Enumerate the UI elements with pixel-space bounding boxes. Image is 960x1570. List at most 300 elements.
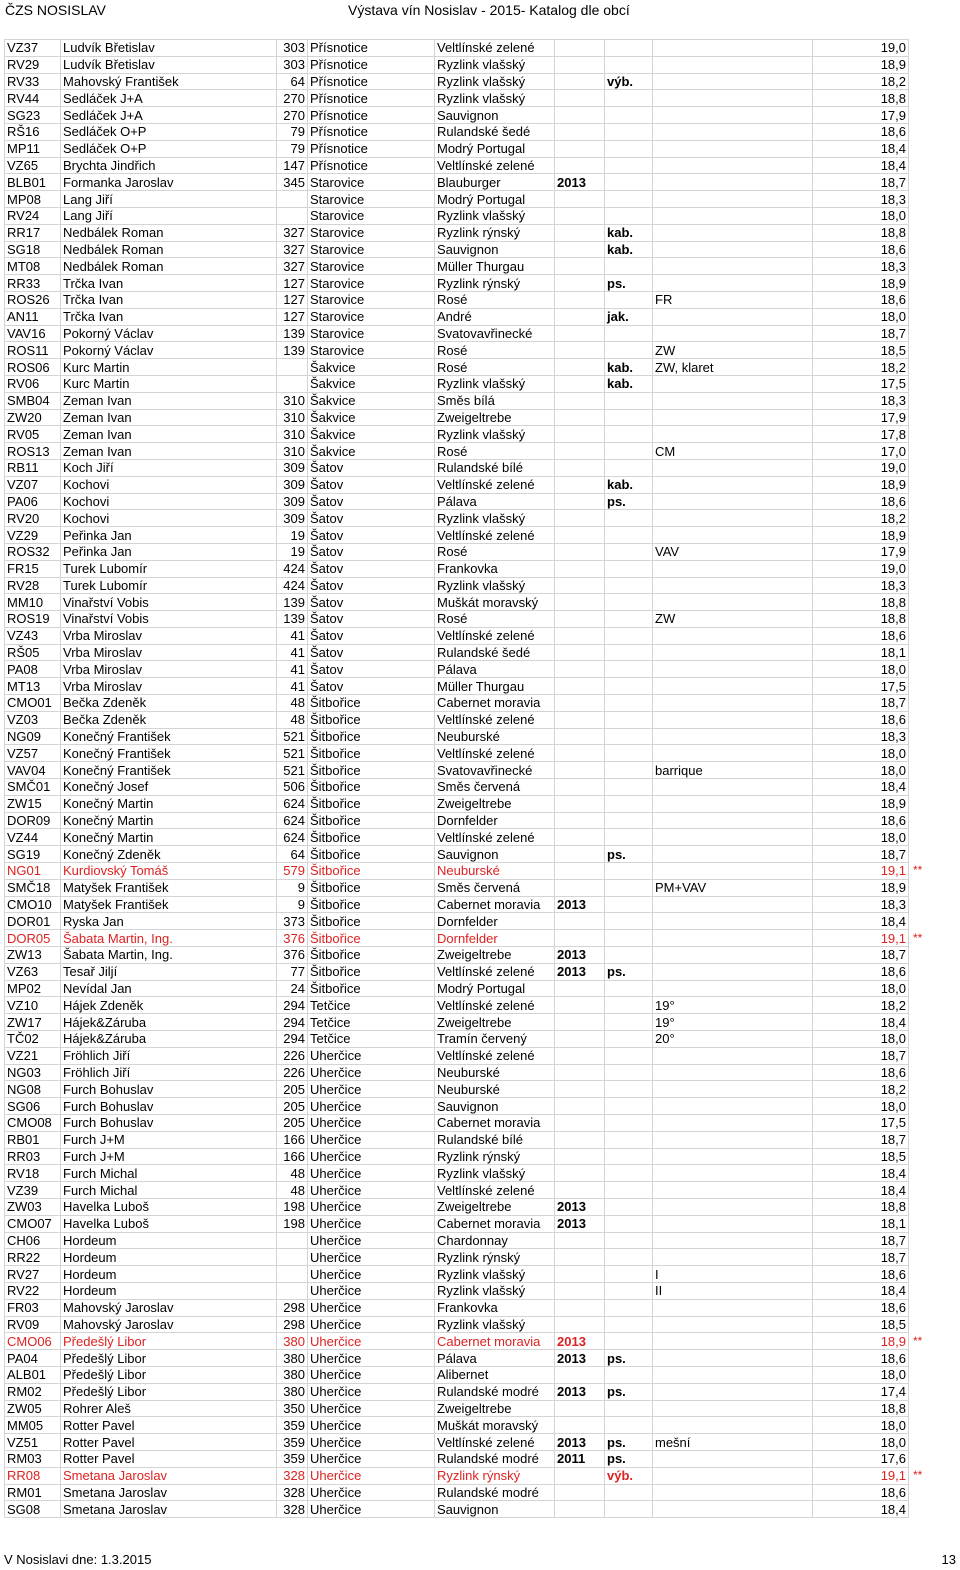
table-row xyxy=(5,1434,949,1451)
owner-name: Předešlý Libor xyxy=(61,1333,277,1350)
score: 18,1 xyxy=(813,1215,909,1232)
page-header xyxy=(0,0,960,22)
owner-name: Trčka Ivan xyxy=(61,308,277,325)
vintage-year xyxy=(555,913,605,930)
wine-attribute xyxy=(605,661,653,678)
header-org: ČZS NOSISLAV xyxy=(5,2,106,18)
vintage-year xyxy=(555,930,605,947)
wine-attribute: výb. xyxy=(605,73,653,90)
wine-variety: Ryzlink vlašský xyxy=(435,375,555,392)
wine-variety: Směs červená xyxy=(435,879,555,896)
award-flag xyxy=(909,308,949,325)
wine-note xyxy=(653,527,813,544)
wine-note: ZW xyxy=(653,342,813,359)
wine-attribute xyxy=(605,711,653,728)
owner-name: Brychta Jindřich xyxy=(61,157,277,174)
table-row xyxy=(5,1501,949,1518)
owner-name: Zeman Ivan xyxy=(61,409,277,426)
award-flag xyxy=(909,1047,949,1064)
award-flag xyxy=(909,577,949,594)
house-number: 139 xyxy=(277,611,308,628)
table-row xyxy=(5,678,949,695)
owner-name: Konečný Martin xyxy=(61,812,277,829)
wine-attribute xyxy=(605,812,653,829)
score: 18,0 xyxy=(813,661,909,678)
wine-note xyxy=(653,1366,813,1383)
score: 18,3 xyxy=(813,896,909,913)
owner-name: Formanka Jaroslav xyxy=(61,174,277,191)
wine-code: RR17 xyxy=(5,224,61,241)
table-row xyxy=(5,1115,949,1132)
wine-attribute: kab. xyxy=(605,224,653,241)
wine-variety: Dornfelder xyxy=(435,913,555,930)
wine-attribute xyxy=(605,409,653,426)
wine-note xyxy=(653,1047,813,1064)
vintage-year xyxy=(555,241,605,258)
vintage-year xyxy=(555,1467,605,1484)
house-number: 310 xyxy=(277,409,308,426)
village: Šitbořice xyxy=(308,795,435,812)
wine-note xyxy=(653,1417,813,1434)
wine-note xyxy=(653,779,813,796)
score: 18,0 xyxy=(813,1417,909,1434)
wine-variety: Alibernet xyxy=(435,1366,555,1383)
score: 18,3 xyxy=(813,577,909,594)
vintage-year xyxy=(555,1165,605,1182)
wine-variety: Frankovka xyxy=(435,560,555,577)
owner-name: Nedbálek Roman xyxy=(61,241,277,258)
wine-attribute xyxy=(605,1014,653,1031)
owner-name: Turek Lubomír xyxy=(61,560,277,577)
wine-attribute xyxy=(605,1148,653,1165)
vintage-year xyxy=(555,879,605,896)
score: 18,7 xyxy=(813,695,909,712)
village: Šitbořice xyxy=(308,863,435,880)
village: Přísnotice xyxy=(308,40,435,57)
house-number: 376 xyxy=(277,947,308,964)
table-row xyxy=(5,392,949,409)
village: Šakvice xyxy=(308,409,435,426)
house-number: 624 xyxy=(277,795,308,812)
score: 18,0 xyxy=(813,745,909,762)
house-number: 309 xyxy=(277,510,308,527)
award-flag xyxy=(909,258,949,275)
house-number: 226 xyxy=(277,1064,308,1081)
vintage-year xyxy=(555,493,605,510)
wine-attribute xyxy=(605,1299,653,1316)
score: 18,3 xyxy=(813,392,909,409)
wine-variety: Rulandské šedé xyxy=(435,644,555,661)
award-flag xyxy=(909,56,949,73)
wine-note xyxy=(653,896,813,913)
wine-attribute xyxy=(605,191,653,208)
village: Uherčice xyxy=(308,1182,435,1199)
house-number: 198 xyxy=(277,1198,308,1215)
score: 18,9 xyxy=(813,1333,909,1350)
village: Uherčice xyxy=(308,1299,435,1316)
score: 18,3 xyxy=(813,728,909,745)
wine-code: VZ51 xyxy=(5,1434,61,1451)
wine-note xyxy=(653,1383,813,1400)
wine-note xyxy=(653,644,813,661)
village: Přísnotice xyxy=(308,107,435,124)
header-title: Výstava vín Nosislav - 2015- Katalog dle obcí xyxy=(348,2,630,18)
village: Uherčice xyxy=(308,1131,435,1148)
owner-name: Fröhlich Jiří xyxy=(61,1064,277,1081)
award-flag xyxy=(909,1081,949,1098)
wine-note xyxy=(653,241,813,258)
wine-note: FR xyxy=(653,291,813,308)
owner-name: Furch Michal xyxy=(61,1165,277,1182)
award-flag: ** xyxy=(913,1468,923,1483)
wine-attribute xyxy=(605,342,653,359)
house-number xyxy=(277,375,308,392)
owner-name: Vrba Miroslav xyxy=(61,678,277,695)
wine-variety: Rosé xyxy=(435,543,555,560)
award-flag xyxy=(909,291,949,308)
vintage-year xyxy=(555,258,605,275)
score: 18,6 xyxy=(813,123,909,140)
wine-note xyxy=(653,123,813,140)
wine-note xyxy=(653,1316,813,1333)
wine-note xyxy=(653,1501,813,1518)
wine-code: RV06 xyxy=(5,375,61,392)
score: 17,5 xyxy=(813,678,909,695)
score: 18,8 xyxy=(813,1400,909,1417)
wine-code: ROS13 xyxy=(5,443,61,460)
wine-variety: Rulandské modré xyxy=(435,1484,555,1501)
table-row xyxy=(5,745,949,762)
score: 17,6 xyxy=(813,1450,909,1467)
wine-note xyxy=(653,1148,813,1165)
score: 18,3 xyxy=(813,191,909,208)
house-number xyxy=(277,1266,308,1283)
house-number: 309 xyxy=(277,476,308,493)
village: Uherčice xyxy=(308,1266,435,1283)
score: 18,0 xyxy=(813,1366,909,1383)
score: 18,8 xyxy=(813,90,909,107)
village: Uherčice xyxy=(308,1198,435,1215)
village: Uherčice xyxy=(308,1165,435,1182)
wine-code: PA06 xyxy=(5,493,61,510)
wine-variety: Ryzlink vlašský xyxy=(435,1316,555,1333)
score: 18,8 xyxy=(813,594,909,611)
score: 19,0 xyxy=(813,560,909,577)
award-flag xyxy=(909,829,949,846)
wine-note xyxy=(653,140,813,157)
wine-note xyxy=(653,1215,813,1232)
village: Šitbořice xyxy=(308,980,435,997)
table-row xyxy=(5,644,949,661)
wine-code: FR15 xyxy=(5,560,61,577)
wine-code: FR03 xyxy=(5,1299,61,1316)
wine-code: MP08 xyxy=(5,191,61,208)
house-number: 139 xyxy=(277,325,308,342)
table-row xyxy=(5,527,949,544)
wine-code: MP02 xyxy=(5,980,61,997)
wine-variety: Ryzlink vlašský xyxy=(435,1165,555,1182)
wine-variety: Rosé xyxy=(435,611,555,628)
wine-variety: Rulandské modré xyxy=(435,1450,555,1467)
table-row xyxy=(5,762,949,779)
wine-note xyxy=(653,1450,813,1467)
house-number: 270 xyxy=(277,90,308,107)
house-number: 166 xyxy=(277,1148,308,1165)
wine-code: RB11 xyxy=(5,459,61,476)
wine-attribute xyxy=(605,1366,653,1383)
vintage-year xyxy=(555,829,605,846)
wine-note xyxy=(653,56,813,73)
wine-attribute: výb. xyxy=(605,1467,653,1484)
house-number: 298 xyxy=(277,1316,308,1333)
vintage-year xyxy=(555,1148,605,1165)
wine-variety: André xyxy=(435,308,555,325)
award-flag xyxy=(909,560,949,577)
wine-attribute: kab. xyxy=(605,359,653,376)
wine-code: RR03 xyxy=(5,1148,61,1165)
village: Šakvice xyxy=(308,375,435,392)
wine-variety: Modrý Portugal xyxy=(435,980,555,997)
table-row xyxy=(5,577,949,594)
owner-name: Peřinka Jan xyxy=(61,543,277,560)
table-row xyxy=(5,90,949,107)
table-row xyxy=(5,896,949,913)
vintage-year xyxy=(555,1098,605,1115)
wine-variety: Chardonnay xyxy=(435,1232,555,1249)
house-number: 521 xyxy=(277,728,308,745)
score: 18,6 xyxy=(813,1064,909,1081)
wine-variety: Veltlínské zelené xyxy=(435,997,555,1014)
table-row xyxy=(5,695,949,712)
wine-note xyxy=(653,1400,813,1417)
wine-note xyxy=(653,678,813,695)
village: Šitbořice xyxy=(308,913,435,930)
table-row xyxy=(5,107,949,124)
village: Přísnotice xyxy=(308,56,435,73)
house-number: 79 xyxy=(277,140,308,157)
wine-code: NG01 xyxy=(5,863,61,880)
wine-note xyxy=(653,174,813,191)
village: Uherčice xyxy=(308,1333,435,1350)
vintage-year xyxy=(555,1282,605,1299)
award-flag: ** xyxy=(913,930,923,945)
owner-name: Pokorný Václav xyxy=(61,325,277,342)
village: Šitbořice xyxy=(308,762,435,779)
wine-code: CH06 xyxy=(5,1232,61,1249)
house-number: 9 xyxy=(277,879,308,896)
wine-note: VAV xyxy=(653,543,813,560)
vintage-year xyxy=(555,1031,605,1048)
house-number: 310 xyxy=(277,443,308,460)
wine-note xyxy=(653,1131,813,1148)
vintage-year xyxy=(555,107,605,124)
wine-note xyxy=(653,426,813,443)
table-row xyxy=(5,930,949,947)
score: 18,0 xyxy=(813,1031,909,1048)
wine-note xyxy=(653,157,813,174)
wine-variety: Ryzlink rýnský xyxy=(435,224,555,241)
wine-note xyxy=(653,1081,813,1098)
village: Uherčice xyxy=(308,1417,435,1434)
house-number: 350 xyxy=(277,1400,308,1417)
table-row xyxy=(5,661,949,678)
wine-code: RV44 xyxy=(5,90,61,107)
wine-code: PA04 xyxy=(5,1350,61,1367)
village: Šatov xyxy=(308,627,435,644)
table-row xyxy=(5,409,949,426)
wine-variety: Ryzlink vlašský xyxy=(435,207,555,224)
wine-note xyxy=(653,829,813,846)
village: Starovice xyxy=(308,241,435,258)
score: 18,7 xyxy=(813,1131,909,1148)
wine-variety: Modrý Portugal xyxy=(435,140,555,157)
table-row xyxy=(5,1333,949,1350)
wine-attribute xyxy=(605,896,653,913)
house-number: 139 xyxy=(277,342,308,359)
village: Šatov xyxy=(308,560,435,577)
house-number: 373 xyxy=(277,913,308,930)
owner-name: Smetana Jaroslav xyxy=(61,1467,277,1484)
wine-note: ZW xyxy=(653,611,813,628)
wine-attribute xyxy=(605,1215,653,1232)
owner-name: Konečný František xyxy=(61,762,277,779)
owner-name: Furch Bohuslav xyxy=(61,1098,277,1115)
wine-attribute xyxy=(605,1316,653,1333)
wine-note xyxy=(653,275,813,292)
wine-variety: Veltlínské zelené xyxy=(435,963,555,980)
award-flag xyxy=(909,359,949,376)
wine-note xyxy=(653,745,813,762)
wine-attribute xyxy=(605,779,653,796)
vintage-year xyxy=(555,409,605,426)
wine-code: NG08 xyxy=(5,1081,61,1098)
wine-code: ZW15 xyxy=(5,795,61,812)
award-flag xyxy=(909,795,949,812)
wine-variety: Ryzlink rýnský xyxy=(435,275,555,292)
wine-variety: Neuburské xyxy=(435,863,555,880)
wine-variety: Veltlínské zelené xyxy=(435,829,555,846)
house-number: 139 xyxy=(277,594,308,611)
wine-code: MT08 xyxy=(5,258,61,275)
vintage-year xyxy=(555,678,605,695)
award-flag xyxy=(909,661,949,678)
score: 18,1 xyxy=(813,644,909,661)
wine-code: RR33 xyxy=(5,275,61,292)
village: Uherčice xyxy=(308,1081,435,1098)
wine-attribute xyxy=(605,795,653,812)
wine-note xyxy=(653,1232,813,1249)
wine-variety: Cabernet moravia xyxy=(435,1115,555,1132)
house-number: 380 xyxy=(277,1333,308,1350)
footer-date: V Nosislavi dne: 1.3.2015 xyxy=(4,1552,152,1567)
score: 18,4 xyxy=(813,1165,909,1182)
owner-name: Rotter Pavel xyxy=(61,1450,277,1467)
village: Uherčice xyxy=(308,1282,435,1299)
wine-attribute: ps. xyxy=(605,275,653,292)
house-number: 205 xyxy=(277,1081,308,1098)
wine-note xyxy=(653,812,813,829)
score: 18,8 xyxy=(813,224,909,241)
wine-note xyxy=(653,510,813,527)
vintage-year xyxy=(555,812,605,829)
owner-name: Koch Jiří xyxy=(61,459,277,476)
table-row xyxy=(5,1249,949,1266)
table-row xyxy=(5,191,949,208)
award-flag xyxy=(909,409,949,426)
wine-note xyxy=(653,40,813,57)
house-number: 294 xyxy=(277,1031,308,1048)
house-number xyxy=(277,1232,308,1249)
award-flag: ** xyxy=(913,1333,923,1348)
score: 17,5 xyxy=(813,1115,909,1132)
wine-code: TČ02 xyxy=(5,1031,61,1048)
wine-attribute xyxy=(605,1047,653,1064)
owner-name: Konečný Zdeněk xyxy=(61,846,277,863)
wine-variety: Cabernet moravia xyxy=(435,1215,555,1232)
wine-variety: Ryzlink vlašský xyxy=(435,73,555,90)
house-number xyxy=(277,1282,308,1299)
house-number: 328 xyxy=(277,1467,308,1484)
vintage-year xyxy=(555,476,605,493)
award-flag xyxy=(909,1484,949,1501)
table-row xyxy=(5,493,949,510)
owner-name: Smetana Jaroslav xyxy=(61,1501,277,1518)
wine-attribute xyxy=(605,1131,653,1148)
award-flag xyxy=(909,459,949,476)
wine-variety: Veltlínské zelené xyxy=(435,627,555,644)
wine-attribute xyxy=(605,1333,653,1350)
wine-code: RV05 xyxy=(5,426,61,443)
award-flag xyxy=(909,1064,949,1081)
village: Šitbořice xyxy=(308,829,435,846)
owner-name: Hordeum xyxy=(61,1282,277,1299)
house-number: 424 xyxy=(277,577,308,594)
village: Uherčice xyxy=(308,1064,435,1081)
award-flag xyxy=(909,510,949,527)
wine-attribute xyxy=(605,1115,653,1132)
wine-code: PA08 xyxy=(5,661,61,678)
owner-name: Vrba Miroslav xyxy=(61,627,277,644)
owner-name: Furch J+M xyxy=(61,1148,277,1165)
owner-name: Furch J+M xyxy=(61,1131,277,1148)
owner-name: Předešlý Libor xyxy=(61,1350,277,1367)
wine-note xyxy=(653,375,813,392)
award-flag xyxy=(909,493,949,510)
village: Přísnotice xyxy=(308,73,435,90)
owner-name: Konečný František xyxy=(61,728,277,745)
wine-note: barrique xyxy=(653,762,813,779)
wine-variety: Směs bílá xyxy=(435,392,555,409)
wine-code: CMO08 xyxy=(5,1115,61,1132)
wine-attribute: jak. xyxy=(605,308,653,325)
owner-name: Sedláček J+A xyxy=(61,90,277,107)
wine-attribute: ps. xyxy=(605,1350,653,1367)
vintage-year xyxy=(555,1115,605,1132)
wine-code: VZ44 xyxy=(5,829,61,846)
award-flag xyxy=(909,980,949,997)
wine-code: RM02 xyxy=(5,1383,61,1400)
wine-variety: Pálava xyxy=(435,661,555,678)
wine-code: RV29 xyxy=(5,56,61,73)
score: 18,4 xyxy=(813,913,909,930)
house-number: 147 xyxy=(277,157,308,174)
table-row xyxy=(5,1131,949,1148)
house-number: 624 xyxy=(277,829,308,846)
score: 17,9 xyxy=(813,409,909,426)
village: Tetčice xyxy=(308,1014,435,1031)
village: Šatov xyxy=(308,510,435,527)
owner-name: Nedbálek Roman xyxy=(61,224,277,241)
